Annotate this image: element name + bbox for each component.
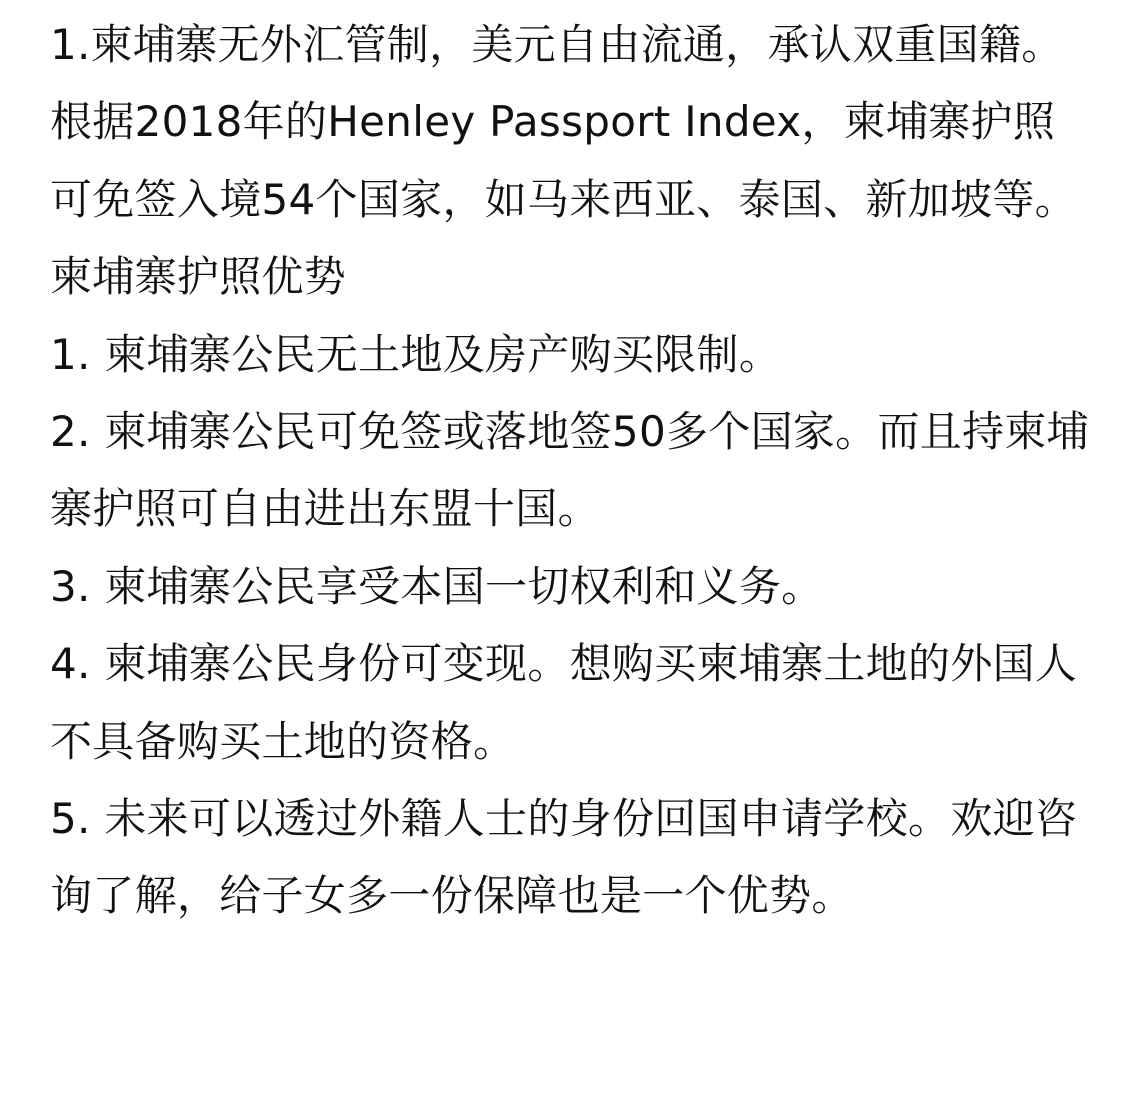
list-item: 2. 柬埔寨公民可免签或落地签50多个国家。而且持柬埔寨护照可自由进出东盟十国。 <box>50 407 1089 534</box>
list-item: 3. 柬埔寨公民享受本国一切权利和义务。 <box>50 561 824 611</box>
section-heading: 柬埔寨护照优势 <box>50 252 347 302</box>
intro-paragraph: 1.柬埔寨无外汇管制，美元自由流通，承认双重国籍。根据2018年的Henley Passport Index，柬埔寨护照可免签入境54个国家，如马来西亚、泰国、新加坡等。 <box>50 20 1077 224</box>
list-item: 1. 柬埔寨公民无土地及房产购买限制。 <box>50 329 782 379</box>
list-item: 4. 柬埔寨公民身份可变现。想购买柬埔寨土地的外国人不具备购买土地的资格。 <box>50 639 1078 766</box>
list-item: 5. 未来可以透过外籍人士的身份回国申请学校。欢迎咨询了解，给子女多一份保障也是一个优势。 <box>50 794 1078 921</box>
document-body <box>50 6 1090 935</box>
